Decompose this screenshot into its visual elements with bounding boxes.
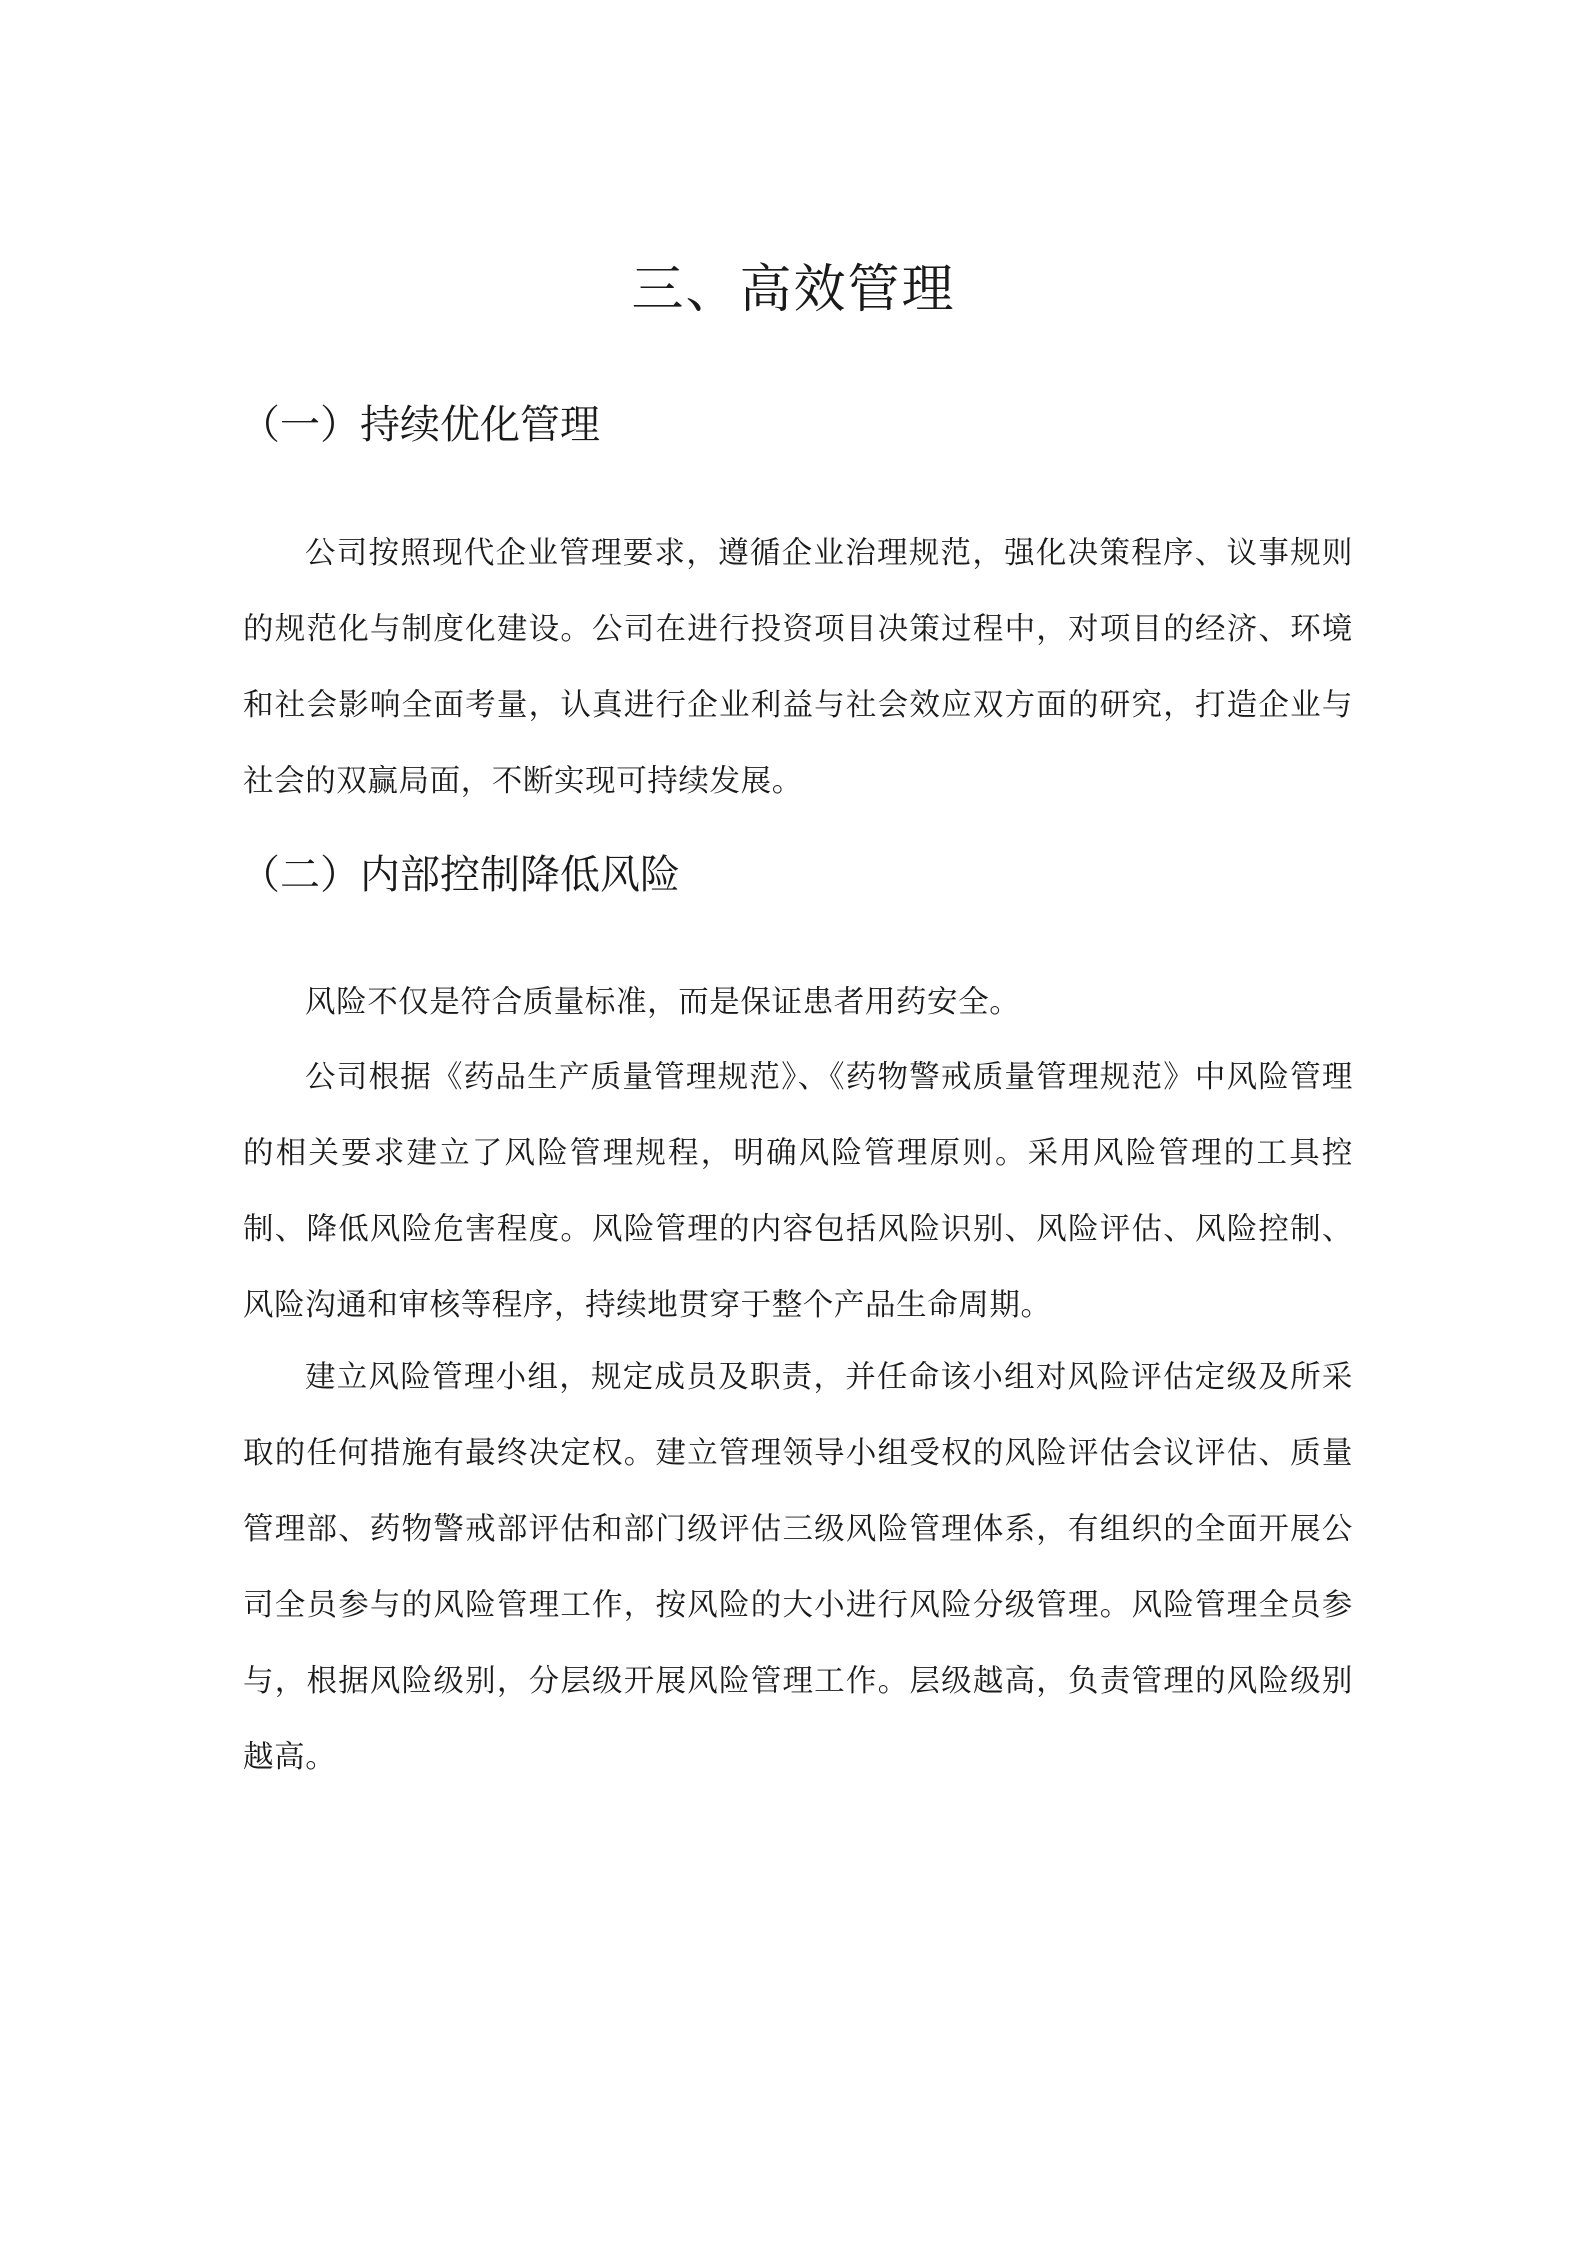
section-heading-continuous-optimization: （一）持续优化管理 (240, 402, 600, 448)
paragraph: 建立风险管理小组，规定成员及职责，并任命该小组对风险评估定级及所采取的任何措施有最终决定权。建立管理领导小组受权的风险评估会议评估、质量管理部、药物警戒部评估和部门级评估三级风险管理体系，有组织的全面开展公司全员参与的风险管理工作，按风险的大小进行风险分级管理。风险管理全员参与，根据风险级别，分层级开展风险管理工作。层级越高，负责管理的风险级别越高。 (243, 1360, 1353, 1775)
page-title: 三、高效管理 (631, 260, 956, 320)
paragraph: 公司按照现代企业管理要求，遵循企业治理规范，强化决策程序、议事规则的规范化与制度化建设。公司在进行投资项目决策过程中，对项目的经济、环境和社会影响全面考量，认真进行企业利益与社会效应双方面的研究，打造企业与社会的双赢局面，不断实现可持续发展。 (243, 536, 1353, 799)
paragraph: 公司根据《药品生产质量管理规范》、《药物警戒质量管理规范》中风险管理的相关要求建立了风险管理规程，明确风险管理原则。采用风险管理的工具控制、降低风险危害程度。风险管理的内容包括风险识别、风险评估、风险控制、风险沟通和审核等程序，持续地贯穿于整个产品生命周期。 (243, 1060, 1353, 1323)
section-heading-internal-control: （二）内部控制降低风险 (240, 852, 680, 898)
paragraph: 风险不仅是符合质量标准，而是保证患者用药安全。 (305, 985, 1021, 1020)
